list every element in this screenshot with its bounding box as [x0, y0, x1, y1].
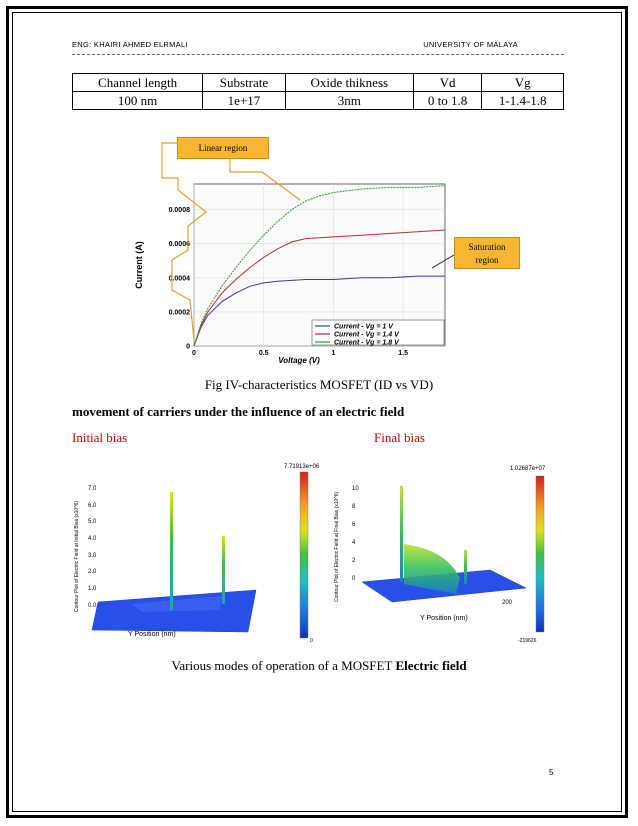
left-plot-spike	[170, 492, 173, 610]
header-university: UNIVERSITY OF MALAYA	[423, 40, 518, 49]
initial-bias-3d-plot	[72, 452, 324, 648]
right-plot-x-label: Y Position (nm)	[420, 615, 468, 622]
table-header-cell: Vg	[482, 74, 564, 92]
left-colorbar-max: 7.71913e+06	[284, 464, 320, 470]
z-tick-label: 2.0	[88, 569, 97, 575]
right-plot-spike	[400, 486, 403, 582]
chart-y-tick-label: 0	[186, 343, 190, 351]
linear-region-label: Linear region	[198, 143, 248, 153]
chart-x-axis-label: Voltage (V)	[278, 356, 320, 365]
z-tick-label: 4.0	[88, 536, 97, 542]
z-tick-label: 6.0	[88, 503, 97, 509]
chart-legend-label: Current - Vg = 1.8 V	[334, 339, 399, 347]
right-plot-axis-title: Contour Plot of Electric Field at Final Bias (x10^6)	[334, 491, 340, 602]
z-tick-label: 5.0	[88, 519, 97, 525]
chart-x-tick-label: 1	[331, 350, 336, 357]
chart-y-tick-label: 0.0008	[168, 207, 190, 215]
left-colorbar-min: 0	[310, 638, 313, 644]
section-subheading: movement of carriers under the influence of an electric field	[72, 404, 405, 419]
chart-y-tick-label: 0.0004	[168, 275, 190, 283]
left-plot-spike	[222, 536, 225, 604]
chart-legend-label: Current - Vg = 1 V	[334, 323, 393, 331]
page-number: 5	[549, 768, 554, 777]
final-bias-3d-plot	[330, 452, 566, 648]
iv-characteristics-chart	[0, 0, 638, 380]
right-plot-spike	[464, 550, 467, 584]
z-tick-label: 7.0	[88, 486, 97, 492]
saturation-region-callout	[454, 237, 520, 269]
table-header-cell: Channel length	[73, 74, 203, 92]
right-plot-z-ticks	[352, 486, 359, 582]
left-plot-z-ticks	[88, 486, 97, 609]
z-tick-label: 10	[352, 486, 359, 492]
caption2-text: Various modes of operation of a MOSFET	[171, 658, 396, 673]
final-bias-label: Final bias	[374, 430, 425, 445]
table-header-cell: Oxide thikness	[285, 74, 413, 92]
z-tick-label: 6	[352, 522, 356, 528]
left-plot-axis-title: Contour Plot of Electric Field at Initial Bias (x10^6)	[74, 500, 80, 612]
caption2-bold: Electric field	[395, 658, 467, 673]
figure-caption-electric-field	[0, 658, 638, 674]
z-tick-label: 8	[352, 504, 356, 510]
z-tick-label: 1.0	[88, 586, 97, 592]
chart-legend-label: Current - Vg = 1.4 V	[334, 331, 399, 339]
table-header-cell: Vd	[413, 74, 482, 92]
right-plot-colorbar	[536, 476, 544, 632]
chart-x-tick-label: 0	[192, 350, 196, 357]
right-plot-y-tick: 200	[502, 600, 513, 606]
table-cell: 0 to 1.8	[413, 92, 482, 110]
saturation-region-label-2: region	[475, 255, 499, 265]
z-tick-label: 3.0	[88, 553, 97, 559]
right-colorbar-min: -219626	[518, 638, 537, 644]
table-cell: 1e+17	[203, 92, 286, 110]
initial-bias-label: Initial bias	[72, 430, 128, 445]
header-author: ENG: KHAIRI AHMED ELRMALI	[72, 40, 188, 49]
chart-y-axis-label: Current (A)	[134, 241, 144, 289]
chart-y-tick-label: 0.0002	[168, 309, 190, 317]
chart-y-tick-label: 0.0006	[168, 241, 190, 249]
saturation-region-label: Saturation	[468, 242, 506, 252]
table-cell: 1-1.4-1.8	[482, 92, 564, 110]
right-colorbar-max: 1.02687e+07	[510, 466, 546, 472]
left-plot-colorbar	[300, 472, 308, 638]
z-tick-label: 0.0	[88, 603, 97, 609]
linear-region-callout	[177, 137, 269, 159]
table-cell: 100 nm	[73, 92, 203, 110]
chart-x-tick-label: 1.5	[398, 350, 409, 357]
table-header-cell: Substrate	[203, 74, 286, 92]
left-plot-x-label: Y Position (nm)	[128, 631, 176, 638]
z-tick-label: 4	[352, 540, 356, 546]
z-tick-label: 0	[352, 576, 356, 582]
z-tick-label: 2	[352, 558, 356, 564]
figure-caption: Fig IV-characteristics MOSFET (ID vs VD)	[204, 377, 434, 392]
table-cell: 3nm	[285, 92, 413, 110]
chart-x-tick-label: 0.5	[258, 350, 269, 357]
